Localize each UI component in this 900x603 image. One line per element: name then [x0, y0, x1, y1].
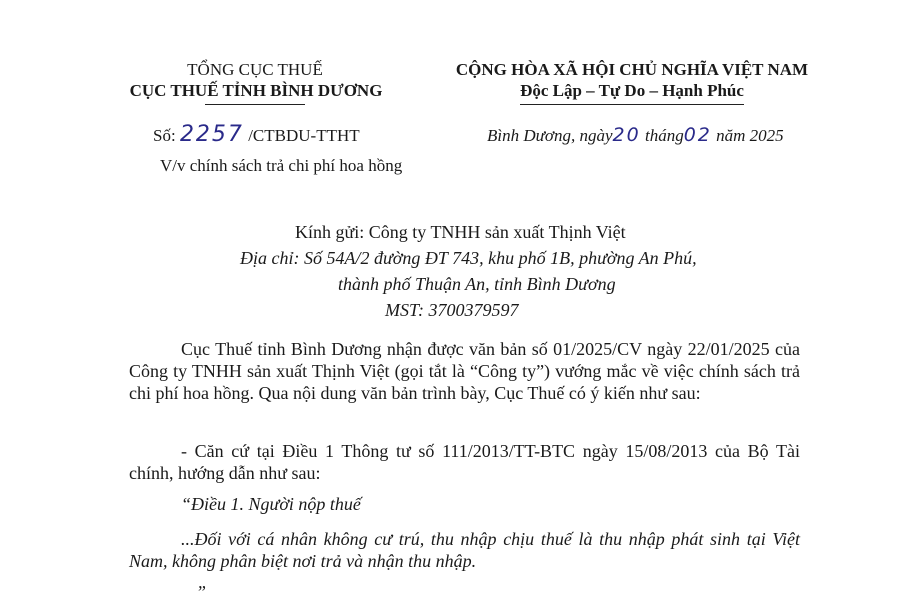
quote-title: “Điều 1. Người nộp thuế	[181, 494, 361, 514]
date-month: 02	[683, 124, 712, 146]
country-name: CỘNG HÒA XÃ HỘI CHỦ NGHĨA VIỆT NAM	[455, 60, 809, 79]
date-place: Bình Dương, ngày	[487, 126, 613, 145]
quote-close: ”	[196, 582, 207, 602]
date-line	[487, 124, 784, 146]
body-paragraph-1-text: Cục Thuế tỉnh Bình Dương nhận được văn bản số 01/2025/CV ngày 22/01/2025 của Công ty TNHH sản xuất Thịnh Việt (gọi tắt là “Công ty”) vướng mắc về việc chính sách trả chi phí hoa hồng. Qua nội dung văn bản trình bày, Cục Thuế có ý kiến như sau:	[129, 339, 800, 403]
document-subject: V/v chính sách trả chi phí hoa hồng	[160, 156, 403, 175]
agency-name: CỤC THUẾ TỈNH BÌNH DƯƠNG	[129, 81, 383, 100]
motto-underline	[520, 104, 744, 105]
agency-underline	[205, 104, 305, 105]
body-paragraph-2-text: - Căn cứ tại Điều 1 Thông tư số 111/2013/TT-BTC ngày 15/08/2013 của Bộ Tài chính, hướng dẫn như sau:	[129, 441, 800, 483]
document-number-label: Số:	[153, 126, 176, 145]
body-paragraph-2	[129, 440, 800, 484]
recipient-line: Kính gửi: Công ty TNHH sản xuất Thịnh Việt	[295, 222, 626, 242]
recipient-tax-code: MST: 3700379597	[385, 300, 519, 320]
date-day: 20	[612, 124, 641, 146]
national-motto: Độc Lập – Tự Do – Hạnh Phúc	[520, 81, 744, 100]
recipient-address-1: Địa chỉ: Số 54A/2 đường ĐT 743, khu phố 1B, phường An Phú,	[240, 248, 697, 268]
document-number-suffix: /CTBDU-TTHT	[248, 126, 360, 145]
quote-body	[129, 528, 800, 572]
recipient-address-2: thành phố Thuận An, tỉnh Bình Dương	[338, 274, 616, 294]
handwritten-number: 2257	[179, 122, 244, 147]
date-year: năm 2025	[716, 126, 784, 145]
body-paragraph-1	[129, 338, 800, 404]
date-month-label: tháng	[644, 126, 684, 145]
document-number	[153, 122, 360, 147]
quote-body-text: ...Đối với cá nhân không cư trú, thu nhập chịu thuế là thu nhập phát sinh tại Việt Nam, không phân biệt nơi trả và nhận thu nhập.	[129, 529, 800, 571]
agency-parent: TỔNG CỤC THUẾ	[187, 60, 323, 79]
